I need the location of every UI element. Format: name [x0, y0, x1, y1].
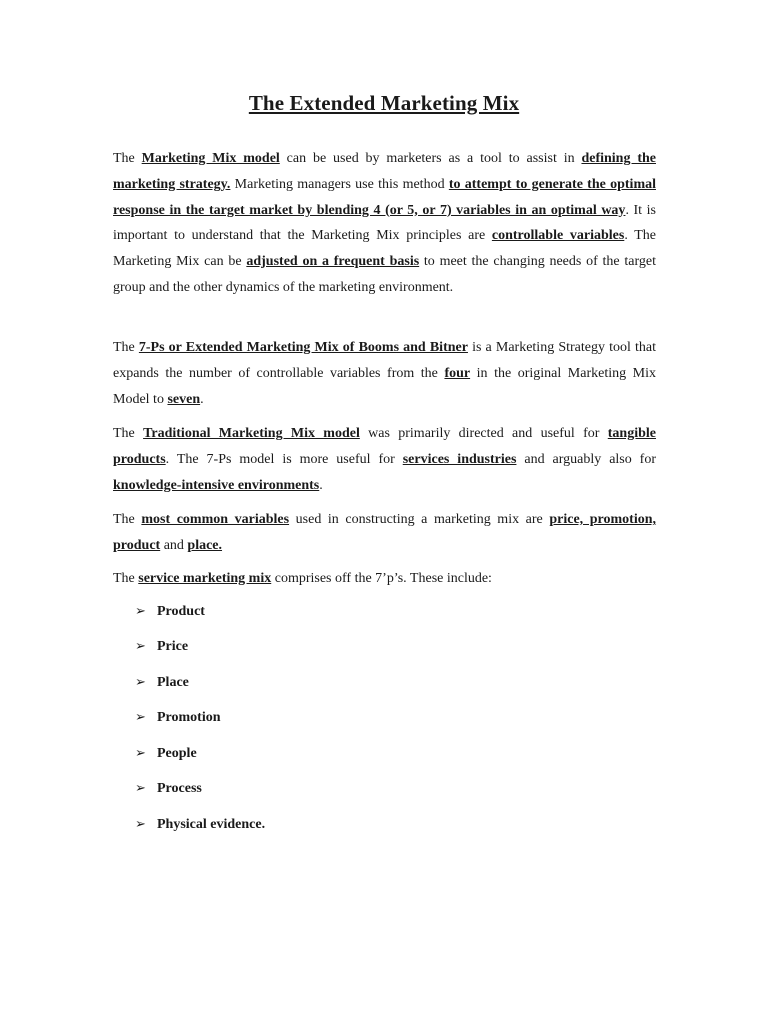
list-item-label: Price [157, 639, 189, 654]
list-item [135, 817, 265, 839]
list-item-label: Process [157, 781, 202, 796]
paragraph-marketing-mix-model [113, 146, 656, 301]
text: in the original Marketing Mix Model to [113, 365, 656, 407]
text: The [113, 571, 139, 586]
emphasis: . [226, 176, 231, 192]
text: The [113, 512, 142, 527]
text: and [160, 537, 188, 553]
list-item [135, 604, 205, 626]
paragraph-service-mix [113, 566, 656, 592]
emphasis: four [444, 365, 471, 381]
emphasis: place. [187, 537, 223, 553]
text: . It is important to understand that the Marketing Mix principles are [113, 202, 656, 244]
list-item-label: Promotion [157, 710, 221, 725]
emphasis: seven [167, 391, 201, 407]
text: Marketing managers use this method [230, 176, 449, 192]
emphasis: Traditional Marketing Mix model [143, 426, 360, 441]
emphasis: adjusted on a frequent basis [246, 254, 420, 270]
list-item [135, 639, 188, 661]
text: The [113, 426, 144, 441]
emphasis: Marketing Mix model [141, 151, 280, 166]
text: and arguably also for [516, 451, 657, 467]
text: can be used by marketers as a tool to assist in [279, 151, 582, 166]
arrowhead-bullet-icon: ➢ [135, 710, 146, 725]
list-item [135, 710, 221, 732]
text: was primarily directed and useful for [359, 426, 608, 441]
emphasis: defining the marketing strategy [113, 151, 656, 192]
text: The [113, 340, 139, 355]
emphasis: tangible products [113, 426, 656, 467]
text: . [200, 391, 204, 407]
list-item-label: Product [157, 604, 205, 619]
list-item-label: Physical evidence. [157, 817, 266, 832]
arrowhead-bullet-icon: ➢ [135, 604, 146, 619]
text: . The 7-Ps model is more useful for [165, 451, 403, 467]
list-item [135, 746, 197, 768]
list-item [135, 781, 202, 803]
emphasis: to attempt to generate the optimal response in the target market by blending 4 (or 5, or 7) variables in an optimal way [113, 176, 656, 218]
emphasis: service marketing mix [138, 571, 272, 586]
paragraph-traditional-mix [113, 421, 656, 498]
list-item-label: Place [157, 675, 189, 690]
emphasis: price, promotion, product [113, 512, 657, 553]
arrowhead-bullet-icon: ➢ [135, 817, 146, 832]
page-title: The Extended Marketing Mix [248, 91, 520, 115]
emphasis: services industries [402, 451, 517, 467]
paragraph-common-variables [113, 507, 656, 559]
emphasis: 7-Ps or Extended Marketing Mix of Booms and Bitner [138, 340, 468, 355]
arrowhead-bullet-icon: ➢ [135, 746, 146, 761]
arrowhead-bullet-icon: ➢ [135, 781, 146, 796]
list-item [135, 675, 189, 697]
paragraph-7ps [113, 335, 656, 412]
text: comprises off the 7’p’s. These include: [271, 571, 492, 586]
arrowhead-bullet-icon: ➢ [135, 639, 146, 654]
text: is a Marketing Strategy tool that expands the number of controllable variables from the [113, 340, 656, 381]
text: . The Marketing Mix can be [113, 228, 657, 270]
list-item-label: People [157, 746, 197, 761]
text: The [113, 151, 142, 166]
emphasis: most common variables [141, 512, 290, 527]
text: used in constructing a marketing mix are [289, 512, 550, 527]
emphasis: knowledge-intensive environments [113, 477, 320, 493]
text: to meet the changing needs of the target group and the other dynamics of the marketing environment. [113, 254, 657, 295]
text: . [319, 477, 323, 493]
arrowhead-bullet-icon: ➢ [135, 675, 146, 690]
emphasis: controllable variables [491, 228, 625, 244]
